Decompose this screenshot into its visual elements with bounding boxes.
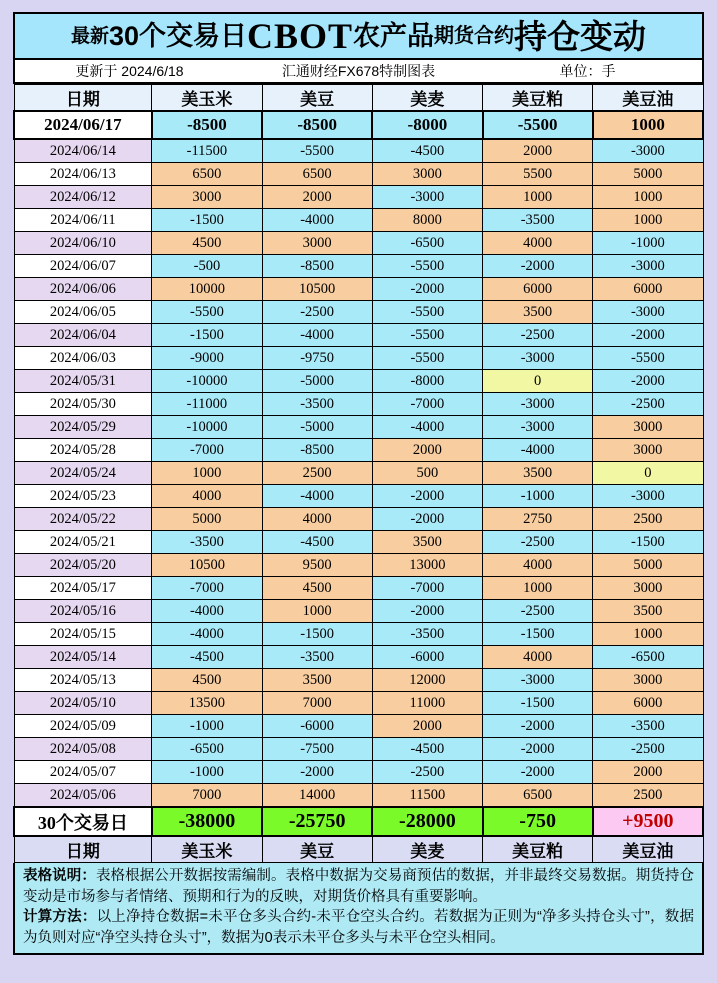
value-cell: -3000 (593, 301, 703, 324)
value-cell: -11000 (152, 393, 262, 416)
value-cell: -3500 (593, 715, 703, 738)
value-cell: 3000 (593, 669, 703, 692)
date-cell: 2024/05/22 (14, 508, 152, 531)
note-text: 表格根据公开数据按需编制。表格中数据为交易商预估的数据，并非最终交易数据。期货持仓变动是市场参与者情绪、预期和行为的反映，对期货价格具有重要影响。 (23, 868, 695, 905)
note-label: 表格说明： (23, 868, 96, 884)
value-cell: -2000 (262, 761, 372, 784)
column-header: 美麦 (372, 85, 482, 112)
summary-value-cell: -25750 (262, 807, 372, 836)
value-cell: -1000 (593, 232, 703, 255)
date-cell: 2024/06/07 (14, 255, 152, 278)
table-row (14, 186, 703, 209)
value-cell: -2000 (593, 370, 703, 393)
value-cell: -5500 (483, 111, 593, 139)
date-cell: 2024/06/14 (14, 139, 152, 163)
value-cell: -9750 (262, 347, 372, 370)
date-cell: 2024/05/15 (14, 623, 152, 646)
value-cell: -4500 (262, 531, 372, 554)
value-cell: 7000 (262, 692, 372, 715)
value-cell: 2000 (372, 715, 482, 738)
value-cell: -4000 (483, 439, 593, 462)
value-cell: -6500 (152, 738, 262, 761)
table-row (14, 600, 703, 623)
date-cell: 2024/05/29 (14, 416, 152, 439)
value-cell: -8500 (262, 255, 372, 278)
column-header: 美豆油 (593, 85, 703, 112)
value-cell: 3000 (593, 577, 703, 600)
value-cell: 1000 (593, 209, 703, 232)
date-cell: 2024/05/20 (14, 554, 152, 577)
value-cell: -4500 (372, 738, 482, 761)
date-cell: 2024/05/09 (14, 715, 152, 738)
value-cell: -4000 (152, 600, 262, 623)
value-cell: 1000 (483, 577, 593, 600)
value-cell: 0 (483, 370, 593, 393)
value-cell: -4500 (372, 139, 482, 163)
table-row (14, 393, 703, 416)
value-cell: -3000 (372, 186, 482, 209)
value-cell: 10000 (152, 278, 262, 301)
value-cell: -5500 (262, 139, 372, 163)
value-cell: -2000 (372, 508, 482, 531)
value-cell: -5500 (372, 324, 482, 347)
table-header (14, 85, 703, 112)
value-cell: 2000 (262, 186, 372, 209)
value-cell: 5500 (483, 163, 593, 186)
value-cell: 13000 (372, 554, 482, 577)
value-cell: 4000 (483, 554, 593, 577)
title-segment: 30个交易日 (108, 20, 248, 51)
source-label: 汇通财经FX678特制图表 (281, 63, 436, 79)
value-cell: -10000 (152, 416, 262, 439)
value-cell: 1000 (483, 186, 593, 209)
value-cell: 12000 (372, 669, 482, 692)
value-cell: 2500 (593, 784, 703, 808)
value-cell: -3000 (483, 669, 593, 692)
value-cell: -1000 (483, 485, 593, 508)
title-segment: 农产品 (353, 20, 435, 51)
value-cell: -6000 (262, 715, 372, 738)
value-cell: 2000 (483, 139, 593, 163)
value-cell: -4000 (372, 416, 482, 439)
value-cell: -7000 (372, 393, 482, 416)
value-cell: 2500 (593, 508, 703, 531)
column-header: 美玉米 (152, 85, 262, 112)
column-header: 美豆 (262, 85, 372, 112)
value-cell: -5500 (372, 255, 482, 278)
title-segment: CBOT (247, 16, 354, 56)
table-row (14, 416, 703, 439)
summary-value-cell: -38000 (152, 807, 262, 836)
date-cell: 2024/06/10 (14, 232, 152, 255)
date-cell: 2024/06/05 (14, 301, 152, 324)
date-cell: 2024/05/31 (14, 370, 152, 393)
value-cell: -8500 (152, 111, 262, 139)
table-row (14, 255, 703, 278)
date-cell: 2024/05/13 (14, 669, 152, 692)
value-cell: -5500 (372, 301, 482, 324)
value-cell: -3500 (262, 393, 372, 416)
value-cell: 4500 (262, 577, 372, 600)
table-row (14, 646, 703, 669)
value-cell: 2000 (372, 439, 482, 462)
table-row (14, 324, 703, 347)
table-row (14, 301, 703, 324)
value-cell: 3500 (483, 462, 593, 485)
value-cell: 6000 (483, 278, 593, 301)
summary-row (14, 807, 703, 836)
table-row (14, 370, 703, 393)
value-cell: 3000 (372, 163, 482, 186)
table-row (14, 784, 703, 808)
summary-value-cell: -28000 (372, 807, 482, 836)
value-cell: -1500 (593, 531, 703, 554)
summary-value-cell: -750 (483, 807, 593, 836)
value-cell: 3500 (262, 669, 372, 692)
value-cell: -5000 (262, 416, 372, 439)
value-cell: -2000 (483, 761, 593, 784)
value-cell: -2500 (593, 393, 703, 416)
value-cell: 4500 (152, 232, 262, 255)
positions-table (13, 84, 704, 863)
date-cell: 2024/05/08 (14, 738, 152, 761)
value-cell: -3000 (593, 139, 703, 163)
value-cell: -4000 (152, 623, 262, 646)
value-cell: 1000 (152, 462, 262, 485)
value-cell: -3000 (483, 416, 593, 439)
table-body (14, 111, 703, 863)
value-cell: -4500 (152, 646, 262, 669)
value-cell: 5000 (593, 554, 703, 577)
value-cell: -3000 (483, 347, 593, 370)
value-cell: 3000 (593, 416, 703, 439)
table-row (14, 577, 703, 600)
value-cell: -8000 (372, 111, 482, 139)
value-cell: -2000 (372, 600, 482, 623)
value-cell: 10500 (262, 278, 372, 301)
value-cell: 6500 (262, 163, 372, 186)
column-header: 美玉米 (152, 836, 262, 863)
value-cell: 2500 (262, 462, 372, 485)
value-cell: 4000 (262, 508, 372, 531)
value-cell: -2500 (262, 301, 372, 324)
value-cell: -3500 (483, 209, 593, 232)
value-cell: -1000 (152, 715, 262, 738)
column-header: 美麦 (372, 836, 482, 863)
value-cell: -3500 (152, 531, 262, 554)
title-segment: 持仓变动 (514, 17, 647, 55)
value-cell: 500 (372, 462, 482, 485)
date-cell: 2024/05/23 (14, 485, 152, 508)
value-cell: -6500 (372, 232, 482, 255)
value-cell: -3000 (483, 393, 593, 416)
value-cell: -3500 (372, 623, 482, 646)
table-row (14, 692, 703, 715)
summary-label: 30个交易日 (14, 807, 152, 836)
title-segment: 最新 (70, 25, 109, 47)
value-cell: -4000 (262, 485, 372, 508)
table-row (14, 347, 703, 370)
table-row (14, 111, 703, 139)
table-row (14, 508, 703, 531)
value-cell: 1000 (593, 111, 703, 139)
note-text: 以上净持仓数据=未平仓多头合约-未平仓空头合约。若数据为正则为“净多头持仓头寸”，数据为负则对应“净空头持仓头寸”，数据为0表示未平仓多头与未平仓空头相同。 (23, 909, 695, 946)
value-cell: -4000 (262, 324, 372, 347)
value-cell: -1500 (262, 623, 372, 646)
value-cell: 9500 (262, 554, 372, 577)
value-cell: -2000 (372, 485, 482, 508)
page-title (13, 12, 704, 60)
table-row (14, 531, 703, 554)
value-cell: -7500 (262, 738, 372, 761)
column-header: 日期 (14, 85, 152, 112)
value-cell: 4000 (483, 646, 593, 669)
date-cell: 2024/05/06 (14, 784, 152, 808)
value-cell: -2500 (593, 738, 703, 761)
date-cell: 2024/06/12 (14, 186, 152, 209)
value-cell: 2750 (483, 508, 593, 531)
value-cell: -8500 (262, 111, 372, 139)
value-cell: -5500 (372, 347, 482, 370)
table-row (14, 462, 703, 485)
value-cell: -5000 (262, 370, 372, 393)
column-header: 美豆 (262, 836, 372, 863)
value-cell: 4000 (483, 232, 593, 255)
value-cell: -6500 (593, 646, 703, 669)
value-cell: -2000 (483, 715, 593, 738)
value-cell: 1000 (593, 623, 703, 646)
value-cell: -5500 (593, 347, 703, 370)
value-cell: -2000 (483, 255, 593, 278)
value-cell: -7000 (372, 577, 482, 600)
value-cell: 8000 (372, 209, 482, 232)
date-cell: 2024/05/17 (14, 577, 152, 600)
header-row (14, 85, 703, 112)
value-cell: -2000 (593, 324, 703, 347)
value-cell: -1500 (152, 324, 262, 347)
value-cell: -3000 (593, 255, 703, 278)
table-row (14, 715, 703, 738)
value-cell: 5000 (593, 163, 703, 186)
column-header: 美豆粕 (483, 836, 593, 863)
date-cell: 2024/05/16 (14, 600, 152, 623)
value-cell: 5000 (152, 508, 262, 531)
value-cell: 11500 (372, 784, 482, 808)
value-cell: 4500 (152, 669, 262, 692)
notes-box (13, 863, 704, 955)
value-cell: 2000 (593, 761, 703, 784)
value-cell: 6000 (593, 692, 703, 715)
date-cell: 2024/06/13 (14, 163, 152, 186)
value-cell: -5500 (152, 301, 262, 324)
value-cell: -10000 (152, 370, 262, 393)
date-cell: 2024/06/06 (14, 278, 152, 301)
info-bar (13, 60, 704, 84)
date-cell: 2024/05/24 (14, 462, 152, 485)
value-cell: 3500 (372, 531, 482, 554)
title-segment: 期货合约 (434, 25, 515, 47)
value-cell: 3500 (483, 301, 593, 324)
table-row (14, 139, 703, 163)
table-row (14, 232, 703, 255)
date-cell: 2024/06/11 (14, 209, 152, 232)
date-cell: 2024/06/17 (14, 111, 152, 139)
value-cell: 6500 (152, 163, 262, 186)
table-row (14, 209, 703, 232)
value-cell: -1500 (483, 623, 593, 646)
value-cell: -2500 (372, 761, 482, 784)
update-date: 更新于 2024/6/18 (75, 63, 184, 79)
value-cell: -7000 (152, 439, 262, 462)
value-cell: -6000 (372, 646, 482, 669)
table-row (14, 485, 703, 508)
date-cell: 2024/05/07 (14, 761, 152, 784)
unit-label: 单位：手 (559, 63, 616, 79)
value-cell: -2000 (483, 738, 593, 761)
value-cell: 3000 (152, 186, 262, 209)
value-cell: -4000 (262, 209, 372, 232)
summary-value-cell: +9500 (593, 807, 703, 836)
date-cell: 2024/05/30 (14, 393, 152, 416)
value-cell: 4000 (152, 485, 262, 508)
table-row (14, 163, 703, 186)
value-cell: -8500 (262, 439, 372, 462)
value-cell: 3000 (593, 439, 703, 462)
value-cell: -9000 (152, 347, 262, 370)
value-cell: -1000 (152, 761, 262, 784)
date-cell: 2024/05/14 (14, 646, 152, 669)
table-row (14, 738, 703, 761)
value-cell: -500 (152, 255, 262, 278)
value-cell: 1000 (593, 186, 703, 209)
value-cell: 3500 (593, 600, 703, 623)
value-cell: 10500 (152, 554, 262, 577)
value-cell: 14000 (262, 784, 372, 808)
table-row (14, 669, 703, 692)
date-cell: 2024/05/21 (14, 531, 152, 554)
date-cell: 2024/05/10 (14, 692, 152, 715)
value-cell: 0 (593, 462, 703, 485)
value-cell: -2500 (483, 531, 593, 554)
table-row (14, 554, 703, 577)
column-header: 美豆粕 (483, 85, 593, 112)
date-cell: 2024/06/03 (14, 347, 152, 370)
value-cell: -2500 (483, 324, 593, 347)
value-cell: 13500 (152, 692, 262, 715)
value-cell: 6000 (593, 278, 703, 301)
column-header: 美豆油 (593, 836, 703, 863)
note-label: 计算方法： (23, 909, 97, 926)
value-cell: 3000 (262, 232, 372, 255)
value-cell: -2500 (483, 600, 593, 623)
value-cell: -2000 (372, 278, 482, 301)
value-cell: 7000 (152, 784, 262, 808)
table-row (14, 439, 703, 462)
date-cell: 2024/06/04 (14, 324, 152, 347)
date-cell: 2024/05/28 (14, 439, 152, 462)
value-cell: 1000 (262, 600, 372, 623)
value-cell: -7000 (152, 577, 262, 600)
value-cell: -8000 (372, 370, 482, 393)
table-row (14, 623, 703, 646)
table-row (14, 278, 703, 301)
value-cell: -1500 (483, 692, 593, 715)
value-cell: -3000 (593, 485, 703, 508)
column-header: 日期 (14, 836, 152, 863)
value-cell: 6500 (483, 784, 593, 808)
table-row (14, 761, 703, 784)
header-row (14, 836, 703, 863)
value-cell: -11500 (152, 139, 262, 163)
value-cell: -3500 (262, 646, 372, 669)
value-cell: 11000 (372, 692, 482, 715)
value-cell: -1500 (152, 209, 262, 232)
